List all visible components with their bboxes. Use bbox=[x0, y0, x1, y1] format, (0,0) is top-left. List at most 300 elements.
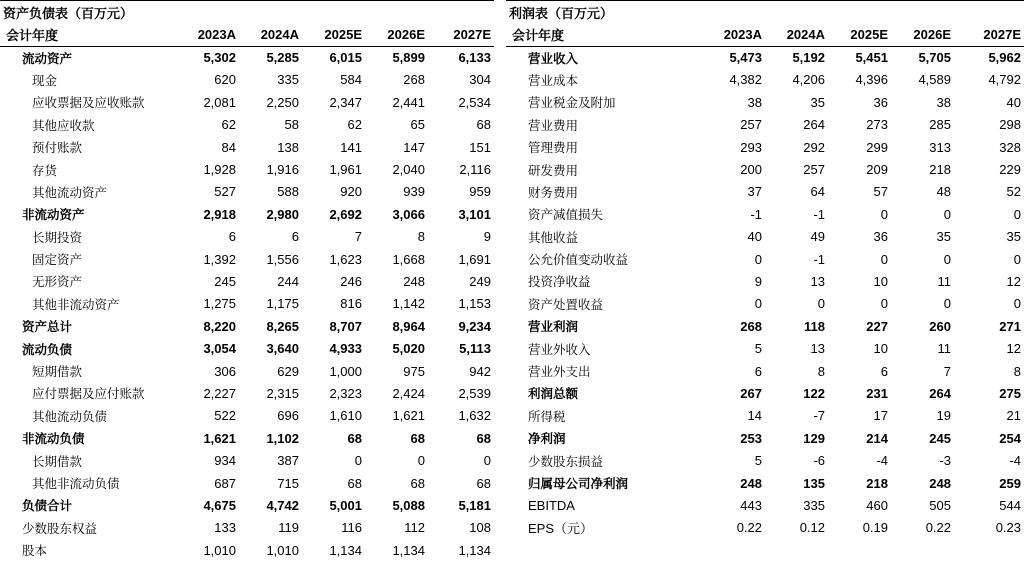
balance-sheet-cell: 1,102 bbox=[266, 430, 299, 446]
balance-sheet-cell: 1,621 bbox=[203, 430, 236, 446]
balance-sheet-row bbox=[0, 449, 494, 471]
income-statement-cell: 259 bbox=[999, 475, 1021, 491]
balance-sheet-row-label: 流动负债 bbox=[22, 341, 73, 357]
income-statement-title: 利润表（百万元） bbox=[506, 0, 1024, 24]
income-statement-cell: 4,382 bbox=[729, 72, 762, 88]
balance-sheet-row-label: 短期借款 bbox=[32, 364, 83, 380]
balance-sheet-cell: 2,918 bbox=[203, 206, 236, 222]
balance-sheet-cell: 1,153 bbox=[458, 296, 491, 312]
balance-sheet-cell: 629 bbox=[277, 363, 299, 379]
income-statement-header-year: 2024A bbox=[765, 24, 828, 46]
income-statement-cell: 35 bbox=[810, 94, 825, 110]
income-statement-row-label: 投资净收益 bbox=[528, 274, 591, 290]
income-statement-cell: 0 bbox=[1013, 206, 1021, 222]
balance-sheet-cell: 268 bbox=[403, 72, 425, 88]
income-statement-cell: 231 bbox=[866, 385, 888, 401]
balance-sheet-row bbox=[0, 91, 494, 113]
balance-sheet-cell: 248 bbox=[403, 273, 425, 289]
income-statement-cell: 0.22 bbox=[925, 520, 951, 536]
balance-sheet-cell: 1,691 bbox=[458, 251, 491, 267]
balance-sheet-header-year: 2027E bbox=[428, 24, 494, 46]
balance-sheet-row bbox=[0, 360, 494, 382]
income-statement-cell: 38 bbox=[747, 94, 762, 110]
balance-sheet-row bbox=[0, 427, 494, 449]
income-statement-cell: 257 bbox=[740, 117, 762, 133]
balance-sheet-cell: 5,285 bbox=[266, 50, 299, 66]
balance-sheet-cell: 151 bbox=[469, 139, 491, 155]
income-statement-cell: 6 bbox=[754, 363, 762, 379]
income-statement-cell: 0 bbox=[880, 296, 888, 312]
income-statement-header-year: 2027E bbox=[954, 24, 1024, 46]
income-statement-cell: 13 bbox=[810, 273, 825, 289]
balance-sheet-cell: 6 bbox=[291, 229, 299, 245]
balance-sheet-cell: 112 bbox=[404, 520, 425, 536]
balance-sheet-cell: 62 bbox=[347, 117, 362, 133]
balance-sheet-cell: 3,054 bbox=[203, 341, 236, 357]
income-statement-header-year: 2026E bbox=[891, 24, 954, 46]
balance-sheet-cell: 62 bbox=[221, 117, 236, 133]
income-statement-row bbox=[506, 472, 1024, 494]
balance-sheet-header-label: 会计年度 bbox=[0, 24, 176, 46]
balance-sheet-cell: 3,101 bbox=[458, 206, 491, 222]
income-statement-row-label: 净利润 bbox=[528, 431, 566, 447]
balance-sheet-cell: 687 bbox=[214, 475, 236, 491]
balance-sheet-row bbox=[0, 337, 494, 359]
balance-sheet-row bbox=[0, 270, 494, 292]
income-statement-cell: 227 bbox=[866, 318, 888, 334]
balance-sheet-cell: 2,347 bbox=[329, 94, 362, 110]
income-statement-cell: 7 bbox=[943, 363, 951, 379]
income-statement-cell: 248 bbox=[929, 475, 951, 491]
income-statement-cell: 544 bbox=[999, 497, 1021, 513]
balance-sheet-cell: 8,964 bbox=[392, 318, 425, 334]
income-statement-cell: 36 bbox=[873, 94, 888, 110]
balance-sheet-cell: 8 bbox=[417, 229, 425, 245]
balance-sheet-cell: 9 bbox=[483, 229, 491, 245]
income-statement-row bbox=[506, 405, 1024, 427]
income-statement-cell: 443 bbox=[740, 497, 762, 513]
balance-sheet-row-label: 长期借款 bbox=[32, 453, 83, 469]
balance-sheet-cell: 304 bbox=[469, 72, 491, 88]
income-statement-row bbox=[506, 181, 1024, 203]
balance-sheet-cell: 65 bbox=[410, 117, 425, 133]
income-statement-cell: -7 bbox=[813, 408, 825, 424]
balance-sheet-cell: 5,181 bbox=[458, 497, 491, 513]
income-statement-cell: 0 bbox=[943, 206, 951, 222]
income-statement-cell: 271 bbox=[999, 318, 1021, 334]
balance-sheet-cell: 68 bbox=[476, 430, 491, 446]
balance-sheet-cell: 4,742 bbox=[266, 497, 299, 513]
income-statement-cell: 273 bbox=[866, 117, 888, 133]
income-statement-cell: 12 bbox=[1006, 341, 1021, 357]
balance-sheet-row bbox=[0, 226, 494, 248]
income-statement-cell: 5,192 bbox=[792, 50, 825, 66]
balance-sheet-row-label: 其他流动负债 bbox=[32, 408, 108, 424]
income-statement-row bbox=[506, 270, 1024, 292]
income-statement-cell: 10 bbox=[873, 341, 888, 357]
balance-sheet-row-label: 固定资产 bbox=[32, 252, 83, 268]
income-statement-cell: 36 bbox=[873, 229, 888, 245]
balance-sheet-cell: 306 bbox=[214, 363, 236, 379]
balance-sheet-cell: 245 bbox=[214, 273, 236, 289]
income-statement-cell: -4 bbox=[1009, 453, 1021, 469]
balance-sheet-cell: 5,899 bbox=[392, 50, 425, 66]
income-statement-cell: 6 bbox=[880, 363, 888, 379]
balance-sheet-row bbox=[0, 382, 494, 404]
balance-sheet-cell: 2,692 bbox=[329, 206, 362, 222]
income-statement-cell: -4 bbox=[876, 453, 888, 469]
income-statement-cell: 13 bbox=[810, 341, 825, 357]
balance-sheet-row bbox=[0, 315, 494, 337]
income-statement-row-label: 营业利润 bbox=[528, 319, 579, 335]
income-statement-cell: -3 bbox=[939, 453, 951, 469]
income-statement-cell: 0 bbox=[943, 251, 951, 267]
balance-sheet-row bbox=[0, 136, 494, 158]
balance-sheet-cell: 2,534 bbox=[458, 94, 491, 110]
income-statement-row-label: 少数股东损益 bbox=[528, 453, 604, 469]
balance-sheet-row-label: 其他流动资产 bbox=[32, 184, 108, 200]
income-statement-cell: 328 bbox=[999, 139, 1021, 155]
balance-sheet-row-label: 非流动资产 bbox=[22, 207, 85, 223]
balance-sheet-row-label: 预付账款 bbox=[32, 140, 83, 156]
income-statement-row-label: 营业外收入 bbox=[528, 341, 591, 357]
income-statement-row bbox=[506, 517, 1024, 539]
income-statement-cell: 218 bbox=[929, 162, 951, 178]
income-statement-header-row bbox=[506, 24, 1024, 46]
income-statement-cell: 218 bbox=[866, 475, 888, 491]
income-statement-cell: 57 bbox=[873, 184, 888, 200]
balance-sheet-cell: 1,916 bbox=[266, 162, 299, 178]
balance-sheet-row-label: 股本 bbox=[22, 543, 48, 559]
balance-sheet-table bbox=[0, 24, 494, 561]
income-statement-cell: 209 bbox=[866, 162, 888, 178]
balance-sheet-cell: 1,275 bbox=[203, 296, 236, 312]
balance-sheet-cell: 133 bbox=[214, 520, 236, 536]
income-statement-cell: 4,589 bbox=[918, 72, 951, 88]
income-statement-cell: 21 bbox=[1006, 408, 1021, 424]
income-statement-row-label: 营业费用 bbox=[528, 117, 579, 133]
income-statement-header-year: 2023A bbox=[702, 24, 765, 46]
income-statement-cell: 0 bbox=[817, 296, 825, 312]
balance-sheet-cell: 816 bbox=[340, 296, 362, 312]
balance-sheet-cell: 1,134 bbox=[329, 542, 362, 558]
income-statement-row bbox=[506, 449, 1024, 471]
balance-sheet-cell: 2,539 bbox=[458, 385, 491, 401]
income-statement-cell: 4,792 bbox=[988, 72, 1021, 88]
balance-sheet-row-label: 流动资产 bbox=[22, 50, 73, 66]
balance-sheet-row-label: 非流动负债 bbox=[22, 431, 85, 447]
income-statement-cell: 0 bbox=[1013, 251, 1021, 267]
balance-sheet-cell: 0 bbox=[417, 453, 425, 469]
balance-sheet-cell: 2,424 bbox=[392, 385, 425, 401]
balance-sheet-row-label: 现金 bbox=[32, 72, 58, 88]
income-statement-cell: 8 bbox=[1013, 363, 1021, 379]
balance-sheet-cell: 939 bbox=[403, 184, 425, 200]
balance-sheet-cell: 68 bbox=[476, 475, 491, 491]
income-statement-cell: 292 bbox=[803, 139, 825, 155]
income-statement-cell: 214 bbox=[866, 430, 888, 446]
balance-sheet-cell: 2,081 bbox=[203, 94, 236, 110]
income-statement-row-label: 利润总额 bbox=[528, 386, 579, 402]
balance-sheet-cell: 84 bbox=[221, 139, 236, 155]
income-statement-cell: 4,396 bbox=[855, 72, 888, 88]
balance-sheet-cell: 715 bbox=[277, 475, 299, 491]
balance-sheet-cell: 4,933 bbox=[329, 341, 362, 357]
balance-sheet-cell: 1,010 bbox=[203, 542, 236, 558]
income-statement-cell: 37 bbox=[747, 184, 762, 200]
income-statement-cell: 257 bbox=[803, 162, 825, 178]
income-statement-row-label: 营业外支出 bbox=[528, 364, 591, 380]
income-statement-cell: 49 bbox=[810, 229, 825, 245]
balance-sheet-cell: 4,675 bbox=[203, 497, 236, 513]
income-statement-cell: 11 bbox=[937, 273, 951, 289]
balance-sheet-cell: 0 bbox=[354, 453, 362, 469]
income-statement-cell: 9 bbox=[754, 273, 762, 289]
balance-sheet-cell: 9,234 bbox=[458, 318, 491, 334]
balance-sheet-cell: 584 bbox=[340, 72, 362, 88]
balance-sheet-row bbox=[0, 158, 494, 180]
balance-sheet-row-label: 长期投资 bbox=[32, 229, 83, 245]
income-statement-cell: -6 bbox=[813, 453, 825, 469]
balance-sheet-cell: 249 bbox=[469, 273, 491, 289]
balance-sheet-cell: 942 bbox=[469, 363, 491, 379]
income-statement-cell: 118 bbox=[804, 318, 825, 334]
balance-sheet-cell: 522 bbox=[214, 408, 236, 424]
income-statement-row bbox=[506, 91, 1024, 113]
income-statement-row bbox=[506, 360, 1024, 382]
balance-sheet-cell: 696 bbox=[277, 408, 299, 424]
income-statement-row-label: 营业税金及附加 bbox=[528, 95, 616, 111]
balance-sheet-cell: 6,133 bbox=[458, 50, 491, 66]
balance-sheet-title: 资产负债表（百万元） bbox=[0, 0, 494, 24]
balance-sheet-cell: 116 bbox=[341, 520, 362, 536]
income-statement-cell: 0 bbox=[880, 251, 888, 267]
balance-sheet-cell: 1,134 bbox=[458, 542, 491, 558]
balance-sheet-cell: 5,020 bbox=[392, 341, 425, 357]
balance-sheet-row bbox=[0, 517, 494, 539]
balance-sheet-row-label: 少数股东权益 bbox=[22, 520, 98, 536]
income-statement-cell: -1 bbox=[813, 251, 825, 267]
balance-sheet-cell: 588 bbox=[277, 184, 299, 200]
balance-sheet-cell: 2,980 bbox=[266, 206, 299, 222]
income-statement-cell: 8 bbox=[817, 363, 825, 379]
balance-sheet-header-year: 2023A bbox=[176, 24, 239, 46]
income-statement-row-label: 公允价值变动收益 bbox=[528, 252, 629, 268]
income-statement-cell: 293 bbox=[740, 139, 762, 155]
balance-sheet-cell: 68 bbox=[347, 430, 362, 446]
income-statement-cell: 122 bbox=[803, 385, 825, 401]
balance-sheet-row-label: 存货 bbox=[32, 162, 58, 178]
income-statement-cell: 38 bbox=[936, 94, 951, 110]
balance-sheet-cell: 5,113 bbox=[459, 341, 491, 357]
balance-sheet-row-label: 资产总计 bbox=[22, 319, 73, 335]
balance-sheet-cell: 8,265 bbox=[266, 318, 299, 334]
income-statement-row bbox=[506, 427, 1024, 449]
balance-sheet-cell: 975 bbox=[403, 363, 425, 379]
income-statement-cell: 285 bbox=[929, 117, 951, 133]
balance-sheet-cell: 8,220 bbox=[203, 318, 236, 334]
balance-sheet-cell: 2,323 bbox=[329, 385, 362, 401]
balance-sheet-header-year: 2024A bbox=[239, 24, 302, 46]
balance-sheet-cell: 2,116 bbox=[459, 162, 491, 178]
balance-sheet-cell: 335 bbox=[277, 72, 299, 88]
balance-sheet-panel bbox=[0, 0, 494, 561]
income-statement-cell: 40 bbox=[747, 229, 762, 245]
income-statement-cell: 48 bbox=[936, 184, 951, 200]
balance-sheet-cell: 1,556 bbox=[266, 251, 299, 267]
balance-sheet-cell: 920 bbox=[340, 184, 362, 200]
balance-sheet-cell: 2,441 bbox=[392, 94, 425, 110]
income-statement-cell: 260 bbox=[929, 318, 951, 334]
balance-sheet-cell: 119 bbox=[278, 520, 299, 536]
balance-sheet-row-label: 无形资产 bbox=[32, 274, 83, 290]
balance-sheet-cell: 3,066 bbox=[392, 206, 425, 222]
income-statement-cell: 35 bbox=[1006, 229, 1021, 245]
income-statement-row bbox=[506, 494, 1024, 516]
income-statement-header-year: 2025E bbox=[828, 24, 891, 46]
balance-sheet-cell: 5,001 bbox=[329, 497, 362, 513]
income-statement-cell: 0 bbox=[880, 206, 888, 222]
income-statement-cell: 299 bbox=[866, 139, 888, 155]
income-statement-panel bbox=[506, 0, 1024, 539]
income-statement-cell: 200 bbox=[740, 162, 762, 178]
income-statement-row bbox=[506, 337, 1024, 359]
balance-sheet-row bbox=[0, 69, 494, 91]
income-statement-row-label: 其他收益 bbox=[528, 229, 579, 245]
income-statement-header-label: 会计年度 bbox=[506, 24, 702, 46]
income-statement-cell: 11 bbox=[937, 341, 951, 357]
balance-sheet-cell: 1,961 bbox=[329, 162, 362, 178]
balance-sheet-cell: 68 bbox=[476, 117, 491, 133]
balance-sheet-cell: 1,928 bbox=[203, 162, 236, 178]
income-statement-row bbox=[506, 203, 1024, 225]
income-statement-cell: 5,473 bbox=[729, 50, 762, 66]
income-statement-cell: 275 bbox=[999, 385, 1021, 401]
income-statement-row-label: EBITDA bbox=[528, 497, 575, 513]
income-statement-cell: 0.12 bbox=[799, 520, 825, 536]
balance-sheet-row-label: 其他非流动负债 bbox=[32, 476, 120, 491]
balance-sheet-cell: 3,640 bbox=[266, 341, 299, 357]
balance-sheet-row bbox=[0, 114, 494, 136]
income-statement-cell: 245 bbox=[929, 430, 951, 446]
income-statement-cell: 5 bbox=[754, 453, 762, 469]
balance-sheet-row-label: 其他非流动资产 bbox=[32, 296, 120, 312]
income-statement-cell: 298 bbox=[999, 117, 1021, 133]
income-statement-row-label: 归属母公司净利润 bbox=[528, 476, 629, 491]
balance-sheet-cell: 527 bbox=[214, 184, 236, 200]
balance-sheet-cell: 934 bbox=[214, 453, 236, 469]
income-statement-cell: 267 bbox=[740, 385, 762, 401]
income-statement-cell: -1 bbox=[750, 206, 762, 222]
balance-sheet-cell: 68 bbox=[347, 475, 362, 491]
income-statement-cell: 268 bbox=[740, 318, 762, 334]
income-statement-cell: 254 bbox=[999, 430, 1021, 446]
income-statement-cell: 0 bbox=[754, 296, 762, 312]
income-statement-cell: 229 bbox=[999, 162, 1021, 178]
balance-sheet-header-row bbox=[0, 24, 494, 46]
income-statement-row-label: 研发费用 bbox=[528, 162, 579, 178]
income-statement-row bbox=[506, 69, 1024, 91]
balance-sheet-cell: 1,175 bbox=[266, 296, 299, 312]
balance-sheet-cell: 2,040 bbox=[392, 162, 425, 178]
income-statement-row-label: 资产处置收益 bbox=[528, 296, 604, 312]
balance-sheet-header-year: 2026E bbox=[365, 24, 428, 46]
balance-sheet-row bbox=[0, 46, 494, 68]
balance-sheet-cell: 108 bbox=[469, 520, 491, 536]
balance-sheet-cell: 1,668 bbox=[392, 251, 425, 267]
balance-sheet-cell: 7 bbox=[354, 229, 362, 245]
balance-sheet-cell: 1,610 bbox=[329, 408, 362, 424]
income-statement-row-label: 所得税 bbox=[528, 408, 566, 424]
income-statement-row bbox=[506, 293, 1024, 315]
balance-sheet-cell: 1,134 bbox=[392, 542, 425, 558]
income-statement-row-label: 管理费用 bbox=[528, 140, 579, 156]
income-statement-cell: 17 bbox=[873, 408, 888, 424]
income-statement-cell: 0 bbox=[1013, 296, 1021, 312]
balance-sheet-row bbox=[0, 203, 494, 225]
income-statement-cell: 253 bbox=[740, 430, 762, 446]
balance-sheet-row-label: 应付票据及应付账款 bbox=[32, 386, 145, 402]
income-statement-cell: 12 bbox=[1006, 273, 1021, 289]
income-statement-row bbox=[506, 315, 1024, 337]
income-statement-row-label: 资产减值损失 bbox=[528, 207, 604, 223]
balance-sheet-cell: 2,250 bbox=[266, 94, 299, 110]
income-statement-cell: 5,451 bbox=[855, 50, 888, 66]
income-statement-row bbox=[506, 136, 1024, 158]
balance-sheet-cell: 246 bbox=[340, 273, 362, 289]
income-statement-row bbox=[506, 158, 1024, 180]
balance-sheet-cell: 959 bbox=[469, 184, 491, 200]
income-statement-cell: 0.23 bbox=[995, 520, 1021, 536]
balance-sheet-row bbox=[0, 494, 494, 516]
income-statement-cell: 313 bbox=[929, 139, 951, 155]
income-statement-cell: 460 bbox=[866, 497, 888, 513]
income-statement-cell: 19 bbox=[936, 408, 951, 424]
income-statement-cell: 5 bbox=[754, 341, 762, 357]
balance-sheet-cell: 1,010 bbox=[266, 542, 299, 558]
balance-sheet-cell: 8,707 bbox=[329, 318, 362, 334]
balance-sheet-cell: 1,623 bbox=[329, 251, 362, 267]
balance-sheet-cell: 141 bbox=[340, 139, 362, 155]
balance-sheet-cell: 6,015 bbox=[329, 50, 362, 66]
balance-sheet-cell: 58 bbox=[284, 117, 299, 133]
income-statement-table bbox=[506, 24, 1024, 539]
income-statement-cell: 335 bbox=[803, 497, 825, 513]
income-statement-cell: 35 bbox=[936, 229, 951, 245]
income-statement-cell: 4,206 bbox=[792, 72, 825, 88]
income-statement-row-label: 营业成本 bbox=[528, 72, 579, 88]
income-statement-row-label: 营业收入 bbox=[528, 50, 579, 66]
income-statement-cell: 248 bbox=[740, 475, 762, 491]
balance-sheet-row bbox=[0, 405, 494, 427]
balance-sheet-row bbox=[0, 472, 494, 494]
balance-sheet-cell: 2,227 bbox=[203, 385, 236, 401]
balance-sheet-cell: 1,000 bbox=[329, 363, 362, 379]
balance-sheet-cell: 138 bbox=[277, 139, 299, 155]
balance-sheet-cell: 1,621 bbox=[392, 408, 425, 424]
income-statement-cell: 5,962 bbox=[988, 50, 1021, 66]
balance-sheet-cell: 6 bbox=[228, 229, 236, 245]
balance-sheet-cell: 5,302 bbox=[203, 50, 236, 66]
balance-sheet-cell: 1,392 bbox=[203, 251, 236, 267]
balance-sheet-row-label: 其他应收款 bbox=[32, 117, 95, 133]
balance-sheet-cell: 244 bbox=[277, 273, 299, 289]
balance-sheet-row-label: 负债合计 bbox=[22, 498, 73, 514]
income-statement-cell: 14 bbox=[747, 408, 762, 424]
income-statement-row bbox=[506, 382, 1024, 404]
balance-sheet-row bbox=[0, 293, 494, 315]
income-statement-cell: 135 bbox=[803, 475, 825, 491]
